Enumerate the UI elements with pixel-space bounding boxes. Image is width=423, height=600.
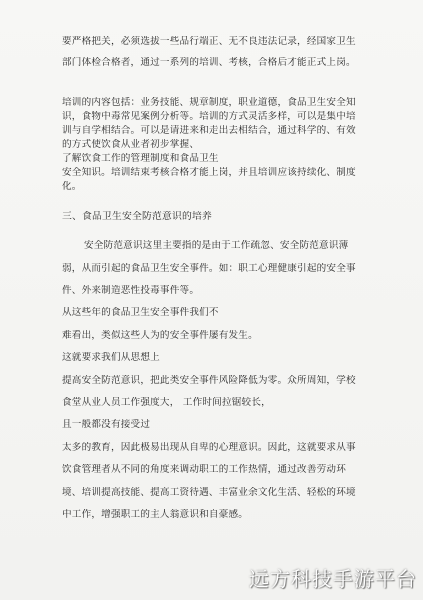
paragraph-line: 安全知识。培训结束考核合格才能上岗，并且培训应该持续化、制度 <box>62 167 356 178</box>
paragraph-line: 且一般都没有接受过 <box>62 419 151 430</box>
paragraph-line: 太多的教育，因此极易出现从自卑的心理意识。因此，这就要求从事 <box>62 442 356 453</box>
paragraph-line: 饮食管理者从不同的角度来调动职工的工作热情，通过改善劳动环 <box>62 464 347 475</box>
paragraph-line: 从这些年的食品卫生安全事件我们不 <box>62 307 219 318</box>
paragraph-line: 的方式使饮食从业者初步掌握、 <box>62 139 200 150</box>
paragraph-line: 识，食物中毒常见案例分析等。培训的方式灵活多样，可以是集中培 <box>62 111 356 122</box>
paragraph-line: 境、培训提高技能、提高工资待遇、丰富业余文化生活、轻松的环境 <box>62 487 356 498</box>
paragraph-line: 安全防范意识这里主要指的是由于工作疏忽、安全防范意识薄 <box>84 240 349 251</box>
paragraph-line: 弱，从而引起的食品卫生安全事件。如：职工心理健康引起的安全事 <box>62 263 356 274</box>
paragraph-line: 了解饮食工作的管理制度和食品卫生 <box>62 153 219 164</box>
paragraph-line: 化。 <box>62 181 82 192</box>
paragraph-line: 要严格把关，必须选拔一些品行端正、无不良违法记录，经国家卫生 <box>62 36 356 47</box>
paragraph-line: 食堂从业人员工作强度大， 工作时间拉锯较长， <box>62 397 271 408</box>
paragraph-line: 难看出，类似这些人为的安全事件屡有发生。 <box>62 330 258 341</box>
paragraph-line: 培训的内容包括：业务技能、规章制度，职业道德，食品卫生安全知 <box>62 97 356 108</box>
paragraph-line: 件、外来制造恶性投毒事件等。 <box>62 285 200 296</box>
paragraph-line: 这就要求我们从思想上 <box>62 352 160 363</box>
paragraph-line: 提高安全防范意识，把此类安全事件风险降低为零。众所周知，学校 <box>62 375 356 386</box>
paragraph-line: 训与自学相结合。可以是请进来和走出去相结合，通过科学的、有效 <box>62 125 356 136</box>
paragraph-line: 部门体检合格者，通过一系列的培训、考核，合格后才能正式上岗。 <box>62 57 356 68</box>
section-heading: 三、食品卫生安全防范意识的培养 <box>62 211 212 222</box>
paragraph-line: 中工作，增强职工的主人翁意识和自豪感。 <box>62 509 249 520</box>
watermark-text: 远方科技手游平台 <box>249 567 417 591</box>
